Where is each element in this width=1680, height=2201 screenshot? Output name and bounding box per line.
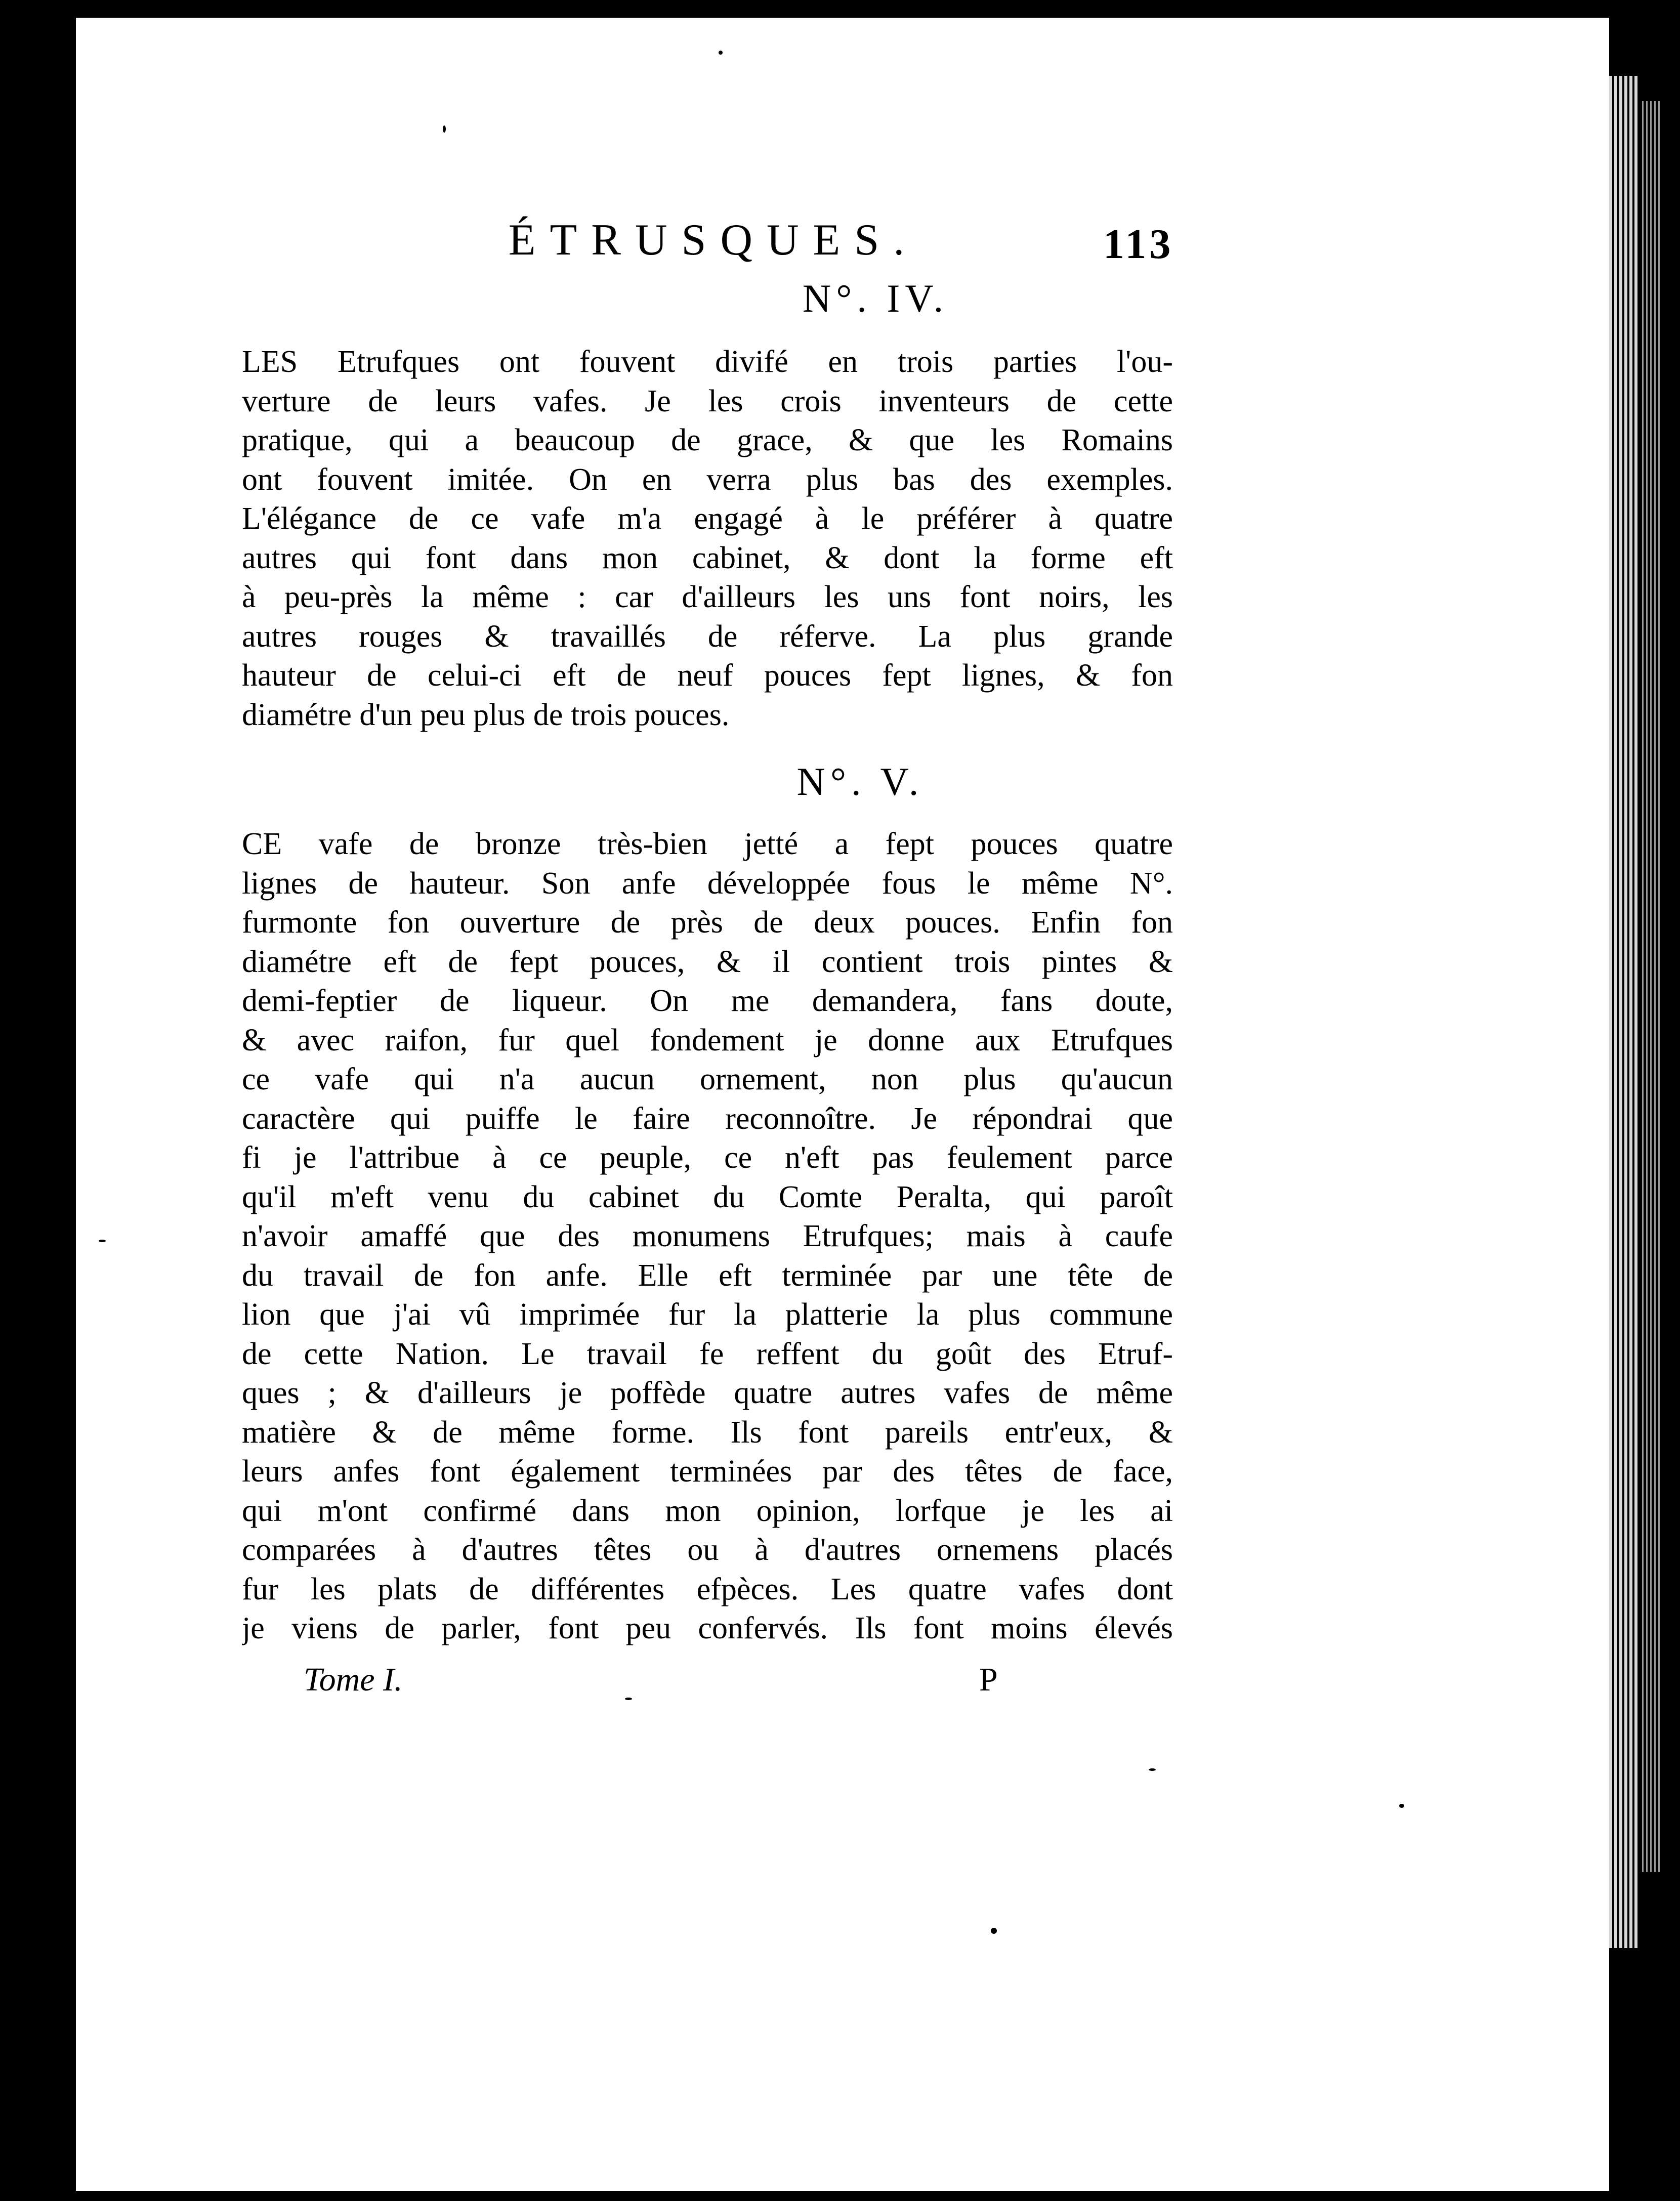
text-line: verture de leurs vafes. Je les crois inventeurs de cette (242, 384, 1173, 418)
running-title: ÉTRUSQUES. (508, 216, 919, 265)
text-line: diamétre d'un peu plus de trois pouces. (242, 697, 730, 732)
text-line: & avec raifon, fur quel fondement je donne aux Etrufques (242, 1023, 1173, 1057)
volume-label: Tome I. (304, 1661, 403, 1698)
text-line: diamétre eft de fept pouces, & il contient trois pintes & (242, 944, 1173, 979)
text-line: ques ; & d'ailleurs je poffède quatre autres vafes de même (242, 1376, 1173, 1410)
print-speck (625, 1698, 632, 1700)
text-line: de cette Nation. Le travail fe reffent du goût des Etruf- (242, 1336, 1173, 1371)
section-heading-iv: N°. IV. (802, 276, 949, 320)
running-header (0, 213, 1680, 268)
text-line: ont fouvent imitée. On en verra plus bas des exemples. (242, 462, 1173, 497)
text-line: hauteur de celui-ci eft de neuf pouces fept lignes, & fon (242, 658, 1173, 693)
text-line: comparées à d'autres têtes ou à d'autres ornemens placés (242, 1533, 1173, 1567)
paragraph-section-v (242, 825, 1173, 1648)
print-speck (991, 1928, 997, 1934)
text-line: L'élégance de ce vafe m'a engagé à le préférer à quatre (242, 501, 1173, 536)
text-line: lion que j'ai vû imprimée fur la platterie la plus commune (242, 1297, 1173, 1332)
text-line: du travail de fon anfe. Elle eft terminée par une tête de (242, 1258, 1173, 1293)
text-line: demi-feptier de liqueur. On me demandera, fans doute, (242, 984, 1173, 1018)
text-line: qui m'ont confirmé dans mon opinion, lorfque je les ai (242, 1493, 1173, 1528)
text-line: fur les plats de différentes efpèces. Les quatre vafes dont (242, 1572, 1173, 1606)
text-line: qu'il m'eft venu du cabinet du Comte Peralta, qui paroît (242, 1179, 1173, 1214)
text-line: CE vafe de bronze très-bien jetté a fept pouces quatre (242, 827, 1173, 861)
paragraph-section-iv (242, 343, 1173, 735)
print-speck (443, 125, 446, 133)
text-line: ce vafe qui n'a aucun ornement, non plus qu'aucun (242, 1062, 1173, 1096)
text-line: à peu-près la même : car d'ailleurs les uns font noirs, les (242, 580, 1173, 614)
print-speck (1149, 1768, 1156, 1771)
text-line: fi je l'attribue à ce peuple, ce n'eft pas feulement parce (242, 1140, 1173, 1175)
text-line: pratique, qui a beaucoup de grace, & que les Romains (242, 423, 1173, 457)
text-line: furmonte fon ouverture de près de deux pouces. Enfin fon (242, 905, 1173, 940)
print-speck (1399, 1804, 1404, 1808)
text-line: n'avoir amaffé que des monumens Etrufques; mais à caufe (242, 1219, 1173, 1253)
signature-mark: P (979, 1661, 998, 1698)
page-footer (0, 1655, 1680, 1705)
text-line: leurs anfes font également terminées par des têtes de face, (242, 1454, 1173, 1489)
text-line: caractère qui puiffe le faire reconnoître. Je répondrai que (242, 1101, 1173, 1136)
print-speck (719, 51, 723, 55)
text-line: je viens de parler, font peu confervés. Ils font moins élevés (242, 1611, 1173, 1645)
page-edge-stack-outer (1640, 101, 1660, 1872)
text-line: lignes de hauteur. Son anfe développée fous le même N°. (242, 866, 1173, 901)
text-line: autres rouges & travaillés de réferve. La plus grande (242, 619, 1173, 654)
page-number: 113 (1103, 221, 1174, 268)
print-speck (99, 1240, 106, 1242)
section-heading-v: N°. V. (796, 759, 924, 803)
text-line: LES Etrufques ont fouvent divifé en trois parties l'ou- (242, 345, 1173, 379)
text-line: autres qui font dans mon cabinet, & dont la forme eft (242, 540, 1173, 575)
text-line: matière & de même forme. Ils font pareils entr'eux, & (242, 1415, 1173, 1450)
